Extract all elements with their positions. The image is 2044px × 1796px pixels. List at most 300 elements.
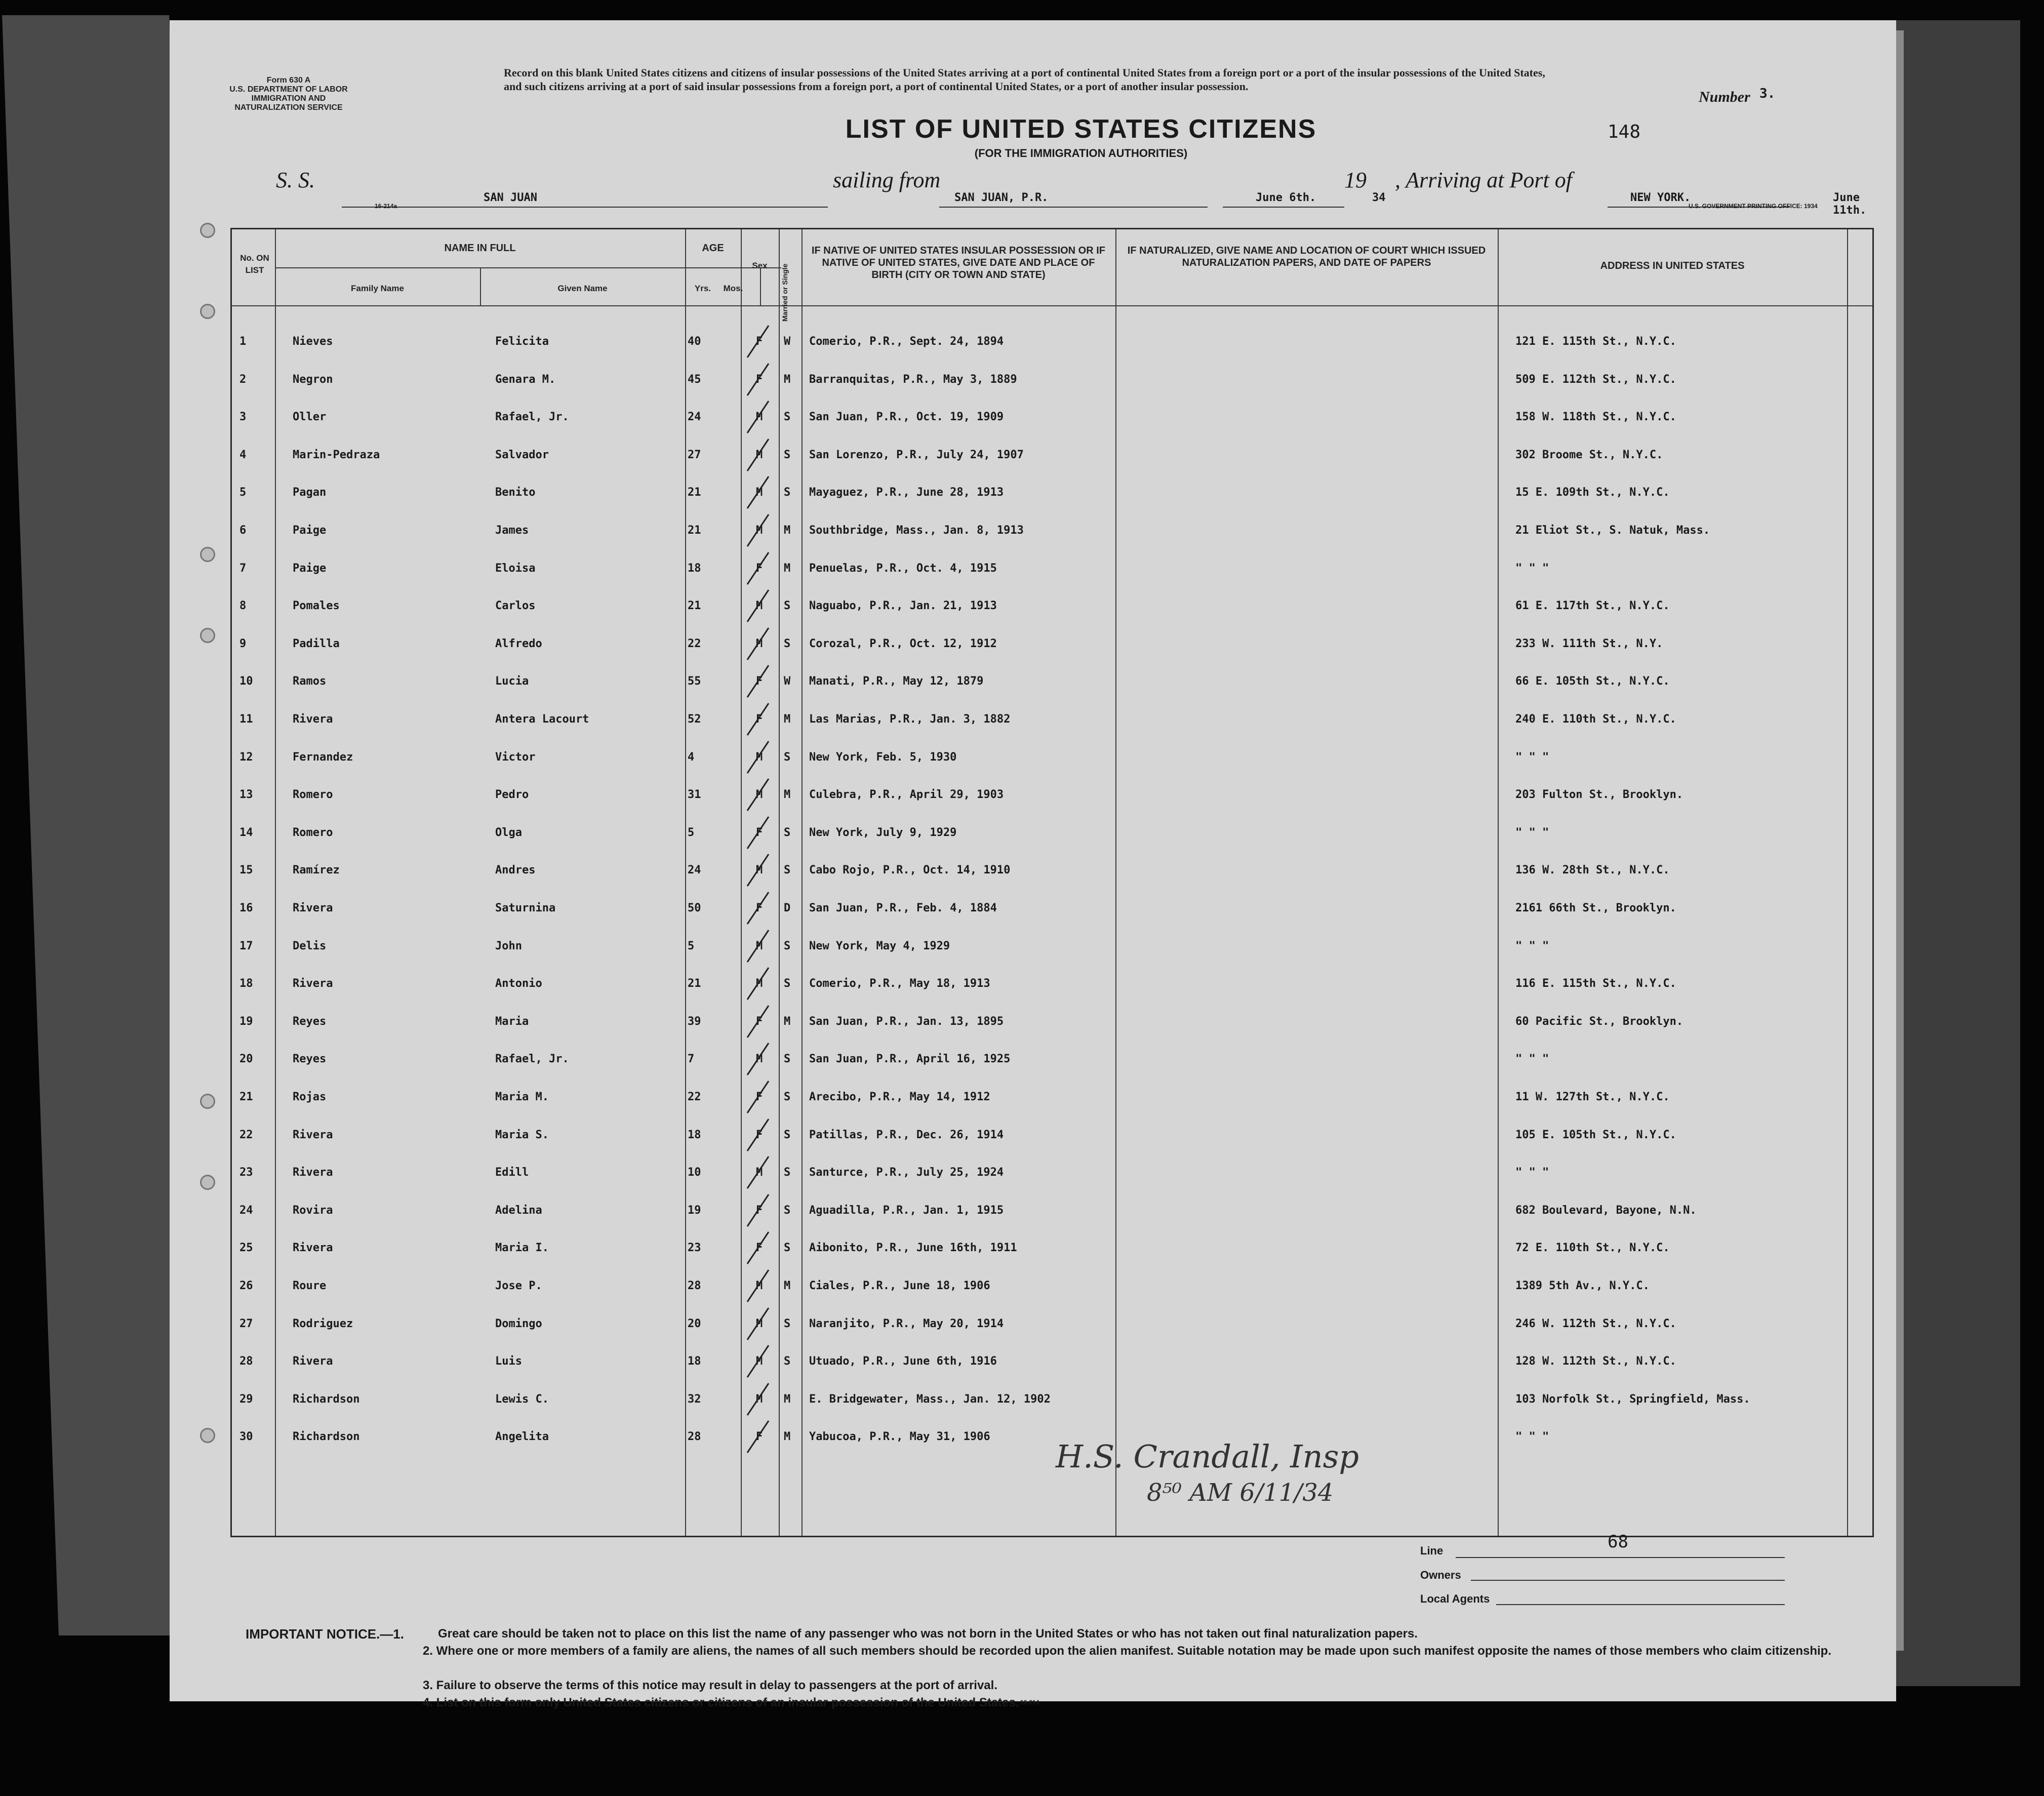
birth-place-date: New York, May 4, 1929 bbox=[809, 939, 950, 952]
age-years: 5 bbox=[688, 826, 695, 839]
binder-hole bbox=[200, 1175, 215, 1190]
notice-lead: IMPORTANT NOTICE.—1. bbox=[246, 1626, 404, 1642]
row-number: 1 bbox=[239, 335, 247, 348]
address: 136 W. 28th St., N.Y.C. bbox=[1515, 864, 1670, 877]
page-title: LIST OF UNITED STATES CITIZENS bbox=[845, 114, 1317, 144]
notice-item-3: 3. Failure to observe the terms of this notice may result in delay to passengers at the port of arrival. bbox=[423, 1679, 997, 1692]
given-name: John bbox=[495, 939, 522, 952]
birth-place-date: Barranquitas, P.R., May 3, 1889 bbox=[809, 373, 1017, 386]
table-row bbox=[232, 739, 1872, 776]
row-number: 23 bbox=[239, 1166, 253, 1179]
table-row bbox=[232, 1116, 1872, 1154]
birth-place-date: Mayaguez, P.R., June 28, 1913 bbox=[809, 486, 1004, 499]
birth-place-date: Manati, P.R., May 12, 1879 bbox=[809, 675, 984, 688]
age-years: 18 bbox=[688, 1355, 701, 1368]
owners-rule bbox=[1471, 1580, 1785, 1581]
family-name: Rojas bbox=[293, 1091, 327, 1103]
birth-place-date: Southbridge, Mass., Jan. 8, 1913 bbox=[809, 524, 1024, 537]
age-years: 18 bbox=[688, 1128, 701, 1141]
table-row bbox=[232, 625, 1872, 663]
row-number: 20 bbox=[239, 1053, 253, 1066]
address: 203 Fulton St., Brooklyn. bbox=[1515, 788, 1684, 802]
family-name: Padilla bbox=[293, 637, 340, 650]
address: " " " bbox=[1515, 562, 1549, 575]
binder-hole bbox=[200, 223, 215, 238]
marital-status: S bbox=[784, 637, 791, 650]
table-row bbox=[232, 361, 1872, 398]
table-row bbox=[232, 1229, 1872, 1267]
marital-status: M bbox=[784, 713, 791, 726]
row-number: 19 bbox=[239, 1015, 253, 1028]
given-name: Saturnina bbox=[495, 902, 556, 914]
check-mark bbox=[743, 1381, 774, 1416]
marital-status: S bbox=[784, 1166, 791, 1179]
page-subtitle: (FOR THE IMMIGRATION AUTHORITIES) bbox=[974, 147, 1188, 159]
age-years: 50 bbox=[688, 902, 701, 914]
address: " " " bbox=[1515, 1053, 1549, 1066]
check-mark bbox=[743, 1003, 774, 1039]
age-years: 32 bbox=[688, 1392, 701, 1406]
marital-status: S bbox=[784, 1242, 791, 1255]
marital-status: M bbox=[784, 1392, 791, 1406]
age-years: 55 bbox=[688, 675, 701, 688]
given-name: Benito bbox=[495, 486, 536, 499]
birth-place-date: Corozal, P.R., Oct. 12, 1912 bbox=[809, 637, 997, 650]
family-name: Rivera bbox=[293, 1128, 333, 1141]
row-number: 5 bbox=[239, 486, 247, 499]
age-years: 28 bbox=[688, 1280, 701, 1292]
birth-place-date: Arecibo, P.R., May 14, 1912 bbox=[809, 1091, 990, 1103]
arrival-date: June 11th. bbox=[1833, 191, 1867, 217]
address: 509 E. 112th St., N.Y.C. bbox=[1515, 373, 1676, 386]
table-row bbox=[232, 550, 1872, 587]
sex: F bbox=[756, 902, 763, 914]
agents-label: Local Agents bbox=[1420, 1592, 1490, 1605]
marital-status: M bbox=[784, 373, 791, 386]
sex: M bbox=[756, 1355, 763, 1368]
age-years: 20 bbox=[688, 1317, 701, 1330]
row-number: 13 bbox=[239, 788, 253, 802]
check-mark bbox=[743, 965, 774, 1001]
line-rule bbox=[1456, 1557, 1785, 1558]
sex: F bbox=[756, 335, 763, 348]
given-name: Antera Lacourt bbox=[495, 713, 589, 726]
table-row bbox=[232, 776, 1872, 814]
check-mark bbox=[743, 436, 774, 472]
notice-item-4: 4. List on this form only United States citizens or citizens of an insular possession of the United States. bbox=[423, 1696, 1019, 1709]
check-mark bbox=[743, 550, 774, 585]
address: 2161 66th St., Brooklyn. bbox=[1515, 902, 1676, 914]
family-name: Roure bbox=[293, 1280, 327, 1292]
marital-status: S bbox=[784, 448, 791, 461]
table-row bbox=[232, 436, 1872, 474]
sail-date: June 6th. bbox=[1256, 191, 1316, 204]
address: 121 E. 115th St., N.Y.C. bbox=[1515, 335, 1676, 348]
sex: M bbox=[756, 448, 763, 461]
marital-status: S bbox=[784, 977, 791, 990]
binder-hole bbox=[200, 628, 215, 643]
sex: M bbox=[756, 1280, 763, 1292]
ss-label: S. S. bbox=[276, 168, 315, 192]
table-row bbox=[232, 1381, 1872, 1418]
given-name: Rafael, Jr. bbox=[495, 1053, 569, 1066]
sex: F bbox=[756, 1015, 763, 1028]
header-family-name: Family Name bbox=[351, 284, 404, 293]
age-years: 21 bbox=[688, 600, 701, 613]
family-name: Marin-Pedraza bbox=[293, 448, 380, 461]
address: 682 Boulevard, Bayone, N.N. bbox=[1515, 1204, 1697, 1217]
table-row bbox=[232, 1079, 1872, 1116]
age-years: 22 bbox=[688, 1091, 701, 1103]
check-mark bbox=[743, 663, 774, 698]
family-name: Rivera bbox=[293, 902, 333, 914]
row-number: 2 bbox=[239, 373, 247, 386]
age-years: 22 bbox=[688, 637, 701, 650]
table-row bbox=[232, 512, 1872, 549]
marital-status: S bbox=[784, 864, 791, 877]
address: " " " bbox=[1515, 1430, 1549, 1444]
age-years: 18 bbox=[688, 562, 701, 575]
sex: M bbox=[756, 486, 763, 499]
marital-status: S bbox=[784, 600, 791, 613]
department: U.S. DEPARTMENT OF LABOR bbox=[229, 85, 348, 94]
family-name: Pagan bbox=[293, 486, 327, 499]
address: 158 W. 118th St., N.Y.C. bbox=[1515, 411, 1676, 424]
sailing-label: sailing from bbox=[833, 168, 941, 192]
marital-status: W bbox=[784, 335, 791, 348]
row-number: 24 bbox=[239, 1204, 253, 1217]
sex: M bbox=[756, 411, 763, 424]
check-mark bbox=[743, 1079, 774, 1114]
table-row bbox=[232, 587, 1872, 625]
address: 11 W. 127th St., N.Y.C. bbox=[1515, 1091, 1670, 1103]
family-name: Reyes bbox=[293, 1015, 327, 1028]
sex: F bbox=[756, 713, 763, 726]
family-name: Romero bbox=[293, 788, 333, 802]
marital-status: W bbox=[784, 675, 791, 688]
marital-status: S bbox=[784, 1355, 791, 1368]
from-port: SAN JUAN, P.R. bbox=[954, 191, 1049, 204]
table-row bbox=[232, 928, 1872, 965]
check-mark bbox=[743, 1343, 774, 1378]
check-mark bbox=[743, 398, 774, 434]
address: 128 W. 112th St., N.Y.C. bbox=[1515, 1355, 1676, 1368]
given-name: James bbox=[495, 524, 529, 537]
sex: F bbox=[756, 1242, 763, 1255]
address: " " " bbox=[1515, 826, 1549, 839]
address: 103 Norfolk St., Springfield, Mass. bbox=[1515, 1392, 1750, 1406]
row-number: 18 bbox=[239, 977, 253, 990]
table-row bbox=[232, 398, 1872, 436]
birth-place-date: Ciales, P.R., June 18, 1906 bbox=[809, 1280, 990, 1292]
address: 61 E. 117th St., N.Y.C. bbox=[1515, 600, 1670, 613]
given-name: Carlos bbox=[495, 600, 536, 613]
underline bbox=[1223, 207, 1344, 208]
age-years: 24 bbox=[688, 411, 701, 424]
header-sex: Sex bbox=[752, 261, 768, 270]
marital-status: M bbox=[784, 562, 791, 575]
row-number: 17 bbox=[239, 939, 253, 952]
birth-place-date: Comerio, P.R., Sept. 24, 1894 bbox=[809, 335, 1004, 348]
marital-status: M bbox=[784, 788, 791, 802]
marital-status: S bbox=[784, 1317, 791, 1330]
row-number: 10 bbox=[239, 675, 253, 688]
table-row bbox=[232, 1305, 1872, 1343]
address: 66 E. 105th St., N.Y.C. bbox=[1515, 675, 1670, 688]
address: " " " bbox=[1515, 1166, 1549, 1179]
given-name: Pedro bbox=[495, 788, 529, 802]
address: 240 E. 110th St., N.Y.C. bbox=[1515, 713, 1676, 726]
marital-status: S bbox=[784, 1204, 791, 1217]
check-mark bbox=[743, 625, 774, 661]
given-name: Luis bbox=[495, 1355, 522, 1368]
birth-place-date: E. Bridgewater, Mass., Jan. 12, 1902 bbox=[809, 1392, 1051, 1406]
age-years: 24 bbox=[688, 864, 701, 877]
sex: M bbox=[756, 524, 763, 537]
family-name: Rodriguez bbox=[293, 1317, 353, 1330]
family-name: Delis bbox=[293, 939, 327, 952]
sex: F bbox=[756, 1204, 763, 1217]
marital-status: M bbox=[784, 1015, 791, 1028]
row-number: 16 bbox=[239, 902, 253, 914]
ship-name: SAN JUAN bbox=[484, 191, 537, 204]
table-row bbox=[232, 474, 1872, 511]
age-years: 28 bbox=[688, 1430, 701, 1444]
underline bbox=[939, 207, 1208, 208]
sex: M bbox=[756, 637, 763, 650]
stamped-number: 148 bbox=[1608, 122, 1641, 142]
header-naturalized: IF NATURALIZED, GIVE NAME AND LOCATION OF COURT WHICH ISSUED NATURALIZATION PAPERS, AND DATE OF PAPERS bbox=[1127, 245, 1486, 268]
family-name: Pomales bbox=[293, 600, 340, 613]
inspector-signature: H.S. Crandall, Insp bbox=[1056, 1438, 1359, 1475]
header-marital: Married or Single bbox=[781, 263, 789, 322]
age-years: 21 bbox=[688, 486, 701, 499]
address: " " " bbox=[1515, 750, 1549, 764]
age-years: 23 bbox=[688, 1242, 701, 1255]
marital-status: M bbox=[784, 1280, 791, 1292]
number-label: Number bbox=[1699, 89, 1750, 105]
given-name: Felicita bbox=[495, 335, 549, 348]
address: 21 Eliot St., S. Natuk, Mass. bbox=[1515, 524, 1710, 537]
check-mark bbox=[743, 474, 774, 509]
sex: M bbox=[756, 788, 763, 802]
given-name: Andres bbox=[495, 864, 536, 877]
owners-label: Owners bbox=[1420, 1569, 1461, 1581]
given-name: Lucia bbox=[495, 675, 529, 688]
family-name: Rovira bbox=[293, 1204, 333, 1217]
row-number: 11 bbox=[239, 713, 253, 726]
birth-place-date: New York, Feb. 5, 1930 bbox=[809, 750, 957, 764]
check-mark bbox=[743, 1154, 774, 1189]
row-number: 22 bbox=[239, 1128, 253, 1141]
printer-line: U.S. GOVERNMENT PRINTING OFFICE: 1934 bbox=[1689, 203, 1818, 210]
age-years: 19 bbox=[688, 1204, 701, 1217]
header-given-name: Given Name bbox=[557, 284, 608, 293]
age-years: 45 bbox=[688, 373, 701, 386]
age-years: 4 bbox=[688, 750, 695, 764]
check-mark bbox=[743, 361, 774, 396]
header-name-in-full: NAME IN FULL bbox=[444, 243, 516, 254]
row-number: 8 bbox=[239, 600, 247, 613]
table-row bbox=[232, 1418, 1872, 1456]
table-row bbox=[232, 663, 1872, 700]
table-row bbox=[232, 1192, 1872, 1229]
address: 60 Pacific St., Brooklyn. bbox=[1515, 1015, 1684, 1028]
check-mark bbox=[743, 928, 774, 963]
birth-place-date: San Juan, P.R., Feb. 4, 1884 bbox=[809, 902, 997, 914]
sex: M bbox=[756, 1166, 763, 1179]
service-line: IMMIGRATION AND bbox=[251, 94, 326, 103]
age-years: 5 bbox=[688, 939, 695, 952]
address: 15 E. 109th St., N.Y.C. bbox=[1515, 486, 1670, 499]
check-mark bbox=[743, 852, 774, 887]
binder-hole bbox=[200, 1428, 215, 1443]
age-years: 27 bbox=[688, 448, 701, 461]
birth-place-date: New York, July 9, 1929 bbox=[809, 826, 957, 839]
marital-status: M bbox=[784, 524, 791, 537]
age-years: 21 bbox=[688, 524, 701, 537]
table-row bbox=[232, 965, 1872, 1003]
check-mark bbox=[743, 323, 774, 358]
age-years: 52 bbox=[688, 713, 701, 726]
check-mark bbox=[743, 1192, 774, 1227]
marital-status: S bbox=[784, 1091, 791, 1103]
age-years: 40 bbox=[688, 335, 701, 348]
given-name: Maria I. bbox=[495, 1242, 549, 1255]
age-years: 31 bbox=[688, 788, 701, 802]
sex: M bbox=[756, 1317, 763, 1330]
table-row bbox=[232, 323, 1872, 361]
age-years: 39 bbox=[688, 1015, 701, 1028]
check-mark bbox=[743, 814, 774, 850]
sex: M bbox=[756, 864, 763, 877]
row-number: 12 bbox=[239, 750, 253, 764]
header-birth: IF NATIVE OF UNITED STATES INSULAR POSSESSION OR IF NATIVE OF UNITED STATES, GIVE DATE AND PLACE OF BIRTH (CITY OR TOWN AND STATE) bbox=[811, 245, 1106, 281]
row-number: 6 bbox=[239, 524, 247, 537]
given-name: Victor bbox=[495, 750, 536, 764]
table-row bbox=[232, 1343, 1872, 1380]
row-number: 28 bbox=[239, 1355, 253, 1368]
underline bbox=[342, 207, 828, 208]
row-number: 14 bbox=[239, 826, 253, 839]
given-name: Eloisa bbox=[495, 562, 536, 575]
sex: M bbox=[756, 750, 763, 764]
notice-item-1: Great care should be taken not to place on this list the name of any passenger who was not born in the United States or who has not taken out final naturalization papers. bbox=[438, 1627, 1418, 1641]
check-mark bbox=[743, 890, 774, 925]
arriving-label: , Arriving at Port of bbox=[1395, 168, 1572, 192]
age-years: 10 bbox=[688, 1166, 701, 1179]
row-number: 26 bbox=[239, 1280, 253, 1292]
row-number: 27 bbox=[239, 1317, 253, 1330]
row-number: 21 bbox=[239, 1091, 253, 1103]
family-name: Rivera bbox=[293, 1166, 333, 1179]
header-mos: Mos. bbox=[723, 284, 743, 293]
age-years: 21 bbox=[688, 977, 701, 990]
header-address: ADDRESS IN UNITED STATES bbox=[1600, 260, 1745, 271]
table-row bbox=[232, 1041, 1872, 1078]
line-label: Line bbox=[1420, 1544, 1444, 1557]
table-row bbox=[232, 890, 1872, 927]
table-row bbox=[232, 1154, 1872, 1191]
line-value: 68 bbox=[1608, 1532, 1628, 1552]
row-number: 4 bbox=[239, 448, 247, 461]
row-number: 30 bbox=[239, 1430, 253, 1444]
address: 72 E. 110th St., N.Y.C. bbox=[1515, 1242, 1670, 1255]
birth-place-date: Naguabo, P.R., Jan. 21, 1913 bbox=[809, 600, 997, 613]
row-number: 15 bbox=[239, 864, 253, 877]
birth-place-date: Las Marias, P.R., Jan. 3, 1882 bbox=[809, 713, 1011, 726]
check-mark bbox=[743, 1041, 774, 1076]
check-mark bbox=[743, 739, 774, 774]
sex: F bbox=[756, 675, 763, 688]
marital-status: S bbox=[784, 939, 791, 952]
family-name: Rivera bbox=[293, 1242, 333, 1255]
sex: F bbox=[756, 826, 763, 839]
row-number: 29 bbox=[239, 1392, 253, 1406]
marital-status: S bbox=[784, 826, 791, 839]
age-years: 7 bbox=[688, 1053, 695, 1066]
row-number: 7 bbox=[239, 562, 247, 575]
backing-sheet bbox=[1894, 20, 2020, 1686]
inspector-note: 8⁵⁰ AM 6/11/34 bbox=[1147, 1479, 1334, 1507]
header-no: No. ON LIST bbox=[240, 253, 269, 275]
family-name: Reyes bbox=[293, 1053, 327, 1066]
family-name: Romero bbox=[293, 826, 333, 839]
family-name: Rivera bbox=[293, 977, 333, 990]
binder-hole bbox=[200, 304, 215, 319]
sex: F bbox=[756, 562, 763, 575]
given-name: Olga bbox=[495, 826, 522, 839]
address: 105 E. 105th St., N.Y.C. bbox=[1515, 1128, 1676, 1141]
marital-status: S bbox=[784, 750, 791, 764]
check-mark bbox=[743, 1229, 774, 1265]
given-name: Maria M. bbox=[495, 1091, 549, 1103]
birth-place-date: Culebra, P.R., April 29, 1903 bbox=[809, 788, 1004, 802]
check-mark bbox=[743, 701, 774, 736]
family-name: Negron bbox=[293, 373, 333, 386]
agents-rule bbox=[1496, 1604, 1785, 1605]
given-name: Lewis C. bbox=[495, 1392, 549, 1406]
address: 116 E. 115th St., N.Y.C. bbox=[1515, 977, 1676, 990]
row-number: 25 bbox=[239, 1242, 253, 1255]
check-mark bbox=[743, 776, 774, 812]
given-name: Angelita bbox=[495, 1430, 549, 1444]
check-mark bbox=[743, 1418, 774, 1454]
sex: F bbox=[756, 373, 763, 386]
birth-place-date: Santurce, P.R., July 25, 1924 bbox=[809, 1166, 1004, 1179]
given-name: Salvador bbox=[495, 448, 549, 461]
header-age: AGE bbox=[702, 243, 724, 254]
sex: M bbox=[756, 600, 763, 613]
arrival-port: NEW YORK. bbox=[1630, 191, 1691, 204]
family-name: Nieves bbox=[293, 335, 333, 348]
check-mark bbox=[743, 1116, 774, 1152]
row-number: 3 bbox=[239, 411, 247, 424]
birth-place-date: San Juan, P.R., Oct. 19, 1909 bbox=[809, 411, 1004, 424]
passenger-table bbox=[230, 228, 1874, 1537]
family-name: Richardson bbox=[293, 1430, 360, 1444]
form-number: Form 630 A bbox=[266, 76, 311, 85]
given-name: Jose P. bbox=[495, 1280, 542, 1292]
sex: M bbox=[756, 939, 763, 952]
family-name: Oller bbox=[293, 411, 327, 424]
given-name: Genara M. bbox=[495, 373, 556, 386]
address: 1389 5th Av., N.Y.C. bbox=[1515, 1280, 1650, 1292]
birth-place-date: Aguadilla, P.R., Jan. 1, 1915 bbox=[809, 1204, 1004, 1217]
sex: F bbox=[756, 1091, 763, 1103]
marital-status: D bbox=[784, 902, 791, 914]
check-mark bbox=[743, 512, 774, 547]
